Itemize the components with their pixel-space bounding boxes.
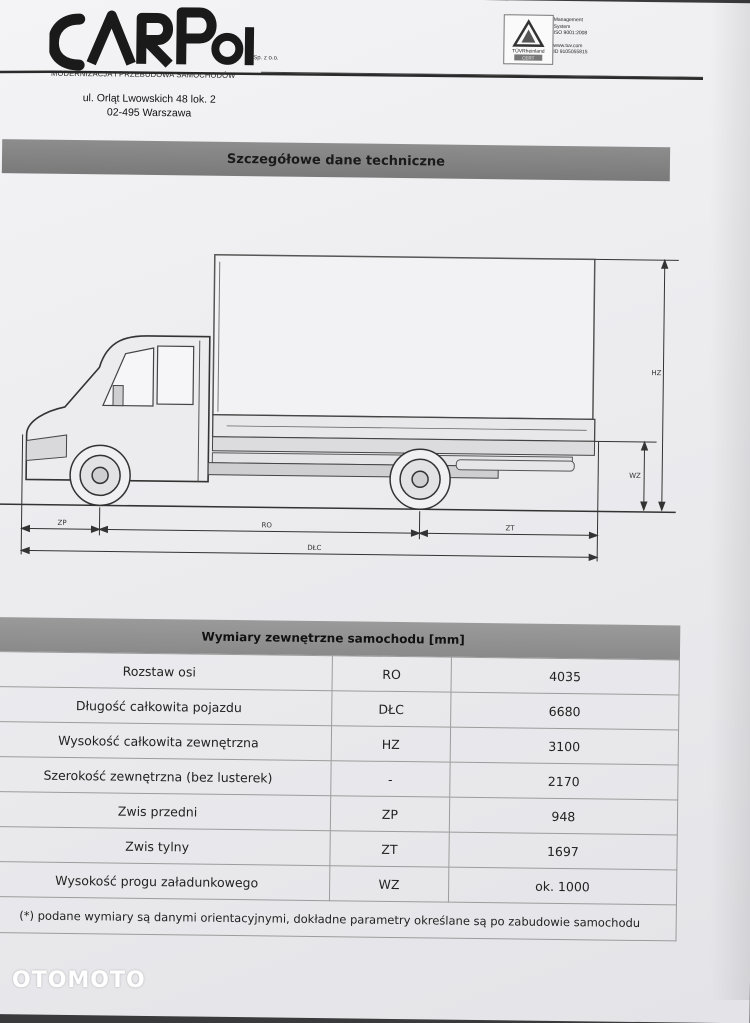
address-street: ul. Orląt Lwowskich 48 lok. 2 bbox=[83, 91, 216, 107]
dimension-symbol: WZ bbox=[330, 866, 449, 902]
tuv-triangle-icon bbox=[504, 15, 553, 64]
dimension-symbol: ZP bbox=[330, 796, 449, 832]
section-title: Szczegółowe dane techniczne bbox=[227, 151, 445, 169]
dimension-symbol: HZ bbox=[331, 726, 450, 762]
badge-sub: CERT bbox=[522, 55, 534, 60]
dim-label-hz: HZ bbox=[651, 369, 661, 377]
table-title: Wymiary zewnętrzne samochodu [mm] bbox=[201, 630, 464, 647]
dim-label-ro: RO bbox=[261, 521, 272, 529]
certificate-text bbox=[553, 17, 588, 56]
cert-line-4: www.tuv.com bbox=[553, 42, 587, 49]
dimension-name: Wysokość progu załadunkowego bbox=[0, 861, 330, 900]
dim-label-wz: WZ bbox=[629, 472, 641, 480]
address-city: 02-495 Warszawa bbox=[82, 105, 215, 121]
tuv-certificate-badge bbox=[503, 14, 554, 65]
dimension-value: ok. 1000 bbox=[448, 867, 677, 905]
dimension-name: Szerokość zewnętrzna (bez lusterek) bbox=[0, 756, 331, 795]
dimension-value: 2170 bbox=[449, 762, 678, 800]
company-logo bbox=[49, 5, 280, 76]
dimension-name: Zwis przedni bbox=[0, 791, 331, 830]
dimensions-grid bbox=[0, 651, 680, 905]
dimensions-table bbox=[0, 617, 680, 941]
footnote-text: (*) podane wymiary są danymi orientacyjnymi, dokładne parametry określane są po zabudowie samochodu bbox=[19, 908, 640, 930]
dimension-name: Rozstaw osi bbox=[0, 651, 333, 690]
cert-line-1: Management bbox=[554, 17, 588, 24]
dimension-symbol: - bbox=[331, 761, 450, 797]
dimension-value: 6680 bbox=[450, 692, 679, 730]
rear-wheel bbox=[390, 449, 451, 510]
legal-form: Sp. z o.o. bbox=[253, 55, 278, 61]
dim-label-zt: ZT bbox=[505, 524, 515, 532]
dimension-symbol: RO bbox=[332, 656, 451, 692]
dimension-value: 4035 bbox=[451, 657, 680, 695]
badge-name: TÜVRheinland bbox=[512, 47, 545, 54]
dim-label-dlc: DŁC bbox=[307, 544, 321, 552]
dimension-symbol: ZT bbox=[330, 831, 449, 867]
dimension-value: 3100 bbox=[450, 727, 679, 765]
section-title-banner bbox=[2, 139, 670, 181]
cert-line-3: ISO 9001:2008 bbox=[554, 30, 588, 37]
company-tagline: MODERNIZACJA I PRZEBUDOWA SAMOCHODÓW bbox=[51, 69, 236, 80]
table-footnote bbox=[0, 897, 677, 941]
company-address bbox=[82, 91, 215, 121]
dimension-name: Zwis tylny bbox=[0, 826, 330, 865]
dimension-value: 948 bbox=[449, 797, 678, 835]
dimension-symbol: DŁC bbox=[332, 691, 451, 727]
dimension-name: Długość całkowita pojazdu bbox=[0, 686, 332, 725]
otomoto-watermark: OTOMOTO bbox=[12, 968, 146, 993]
dim-label-zp: ZP bbox=[57, 519, 66, 527]
cert-line-2: System bbox=[554, 23, 588, 30]
vehicle-dimension-drawing bbox=[0, 234, 709, 573]
front-wheel bbox=[70, 445, 131, 506]
dimension-value: 1697 bbox=[449, 832, 678, 870]
cert-line-5: ID 9105055815 bbox=[553, 49, 587, 56]
dimension-name: Wysokość całkowita zewnętrzna bbox=[0, 721, 332, 760]
